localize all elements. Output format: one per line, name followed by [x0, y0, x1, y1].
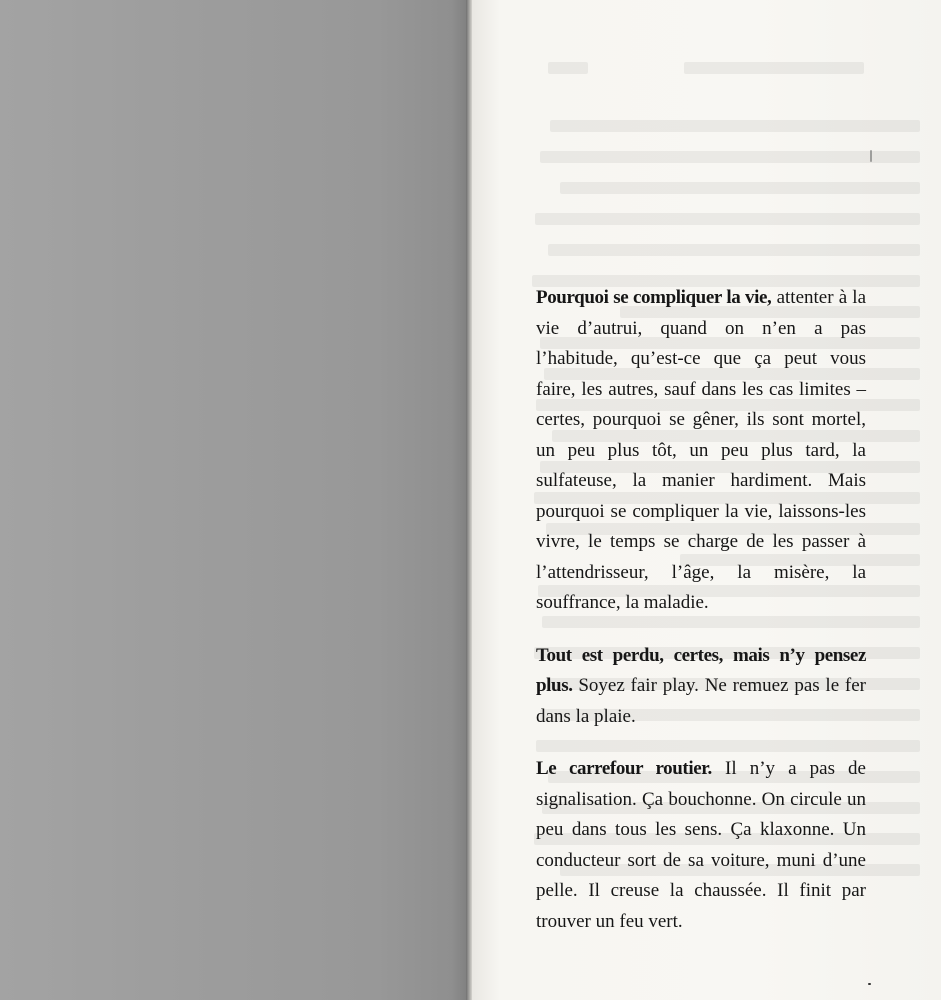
paragraph-carrefour-routier	[536, 754, 866, 937]
paragraph-tout-est-perdu	[536, 641, 866, 733]
paragraph-heading: Le carrefour routier.	[536, 758, 712, 779]
paragraph-body: Il n’y a pas de signalisation. Ça bouchonne. On circule un peu dans tous les sens. Ça klaxonne. Un conducteur sort de sa voiture, muni d’une pelle. Il creuse la chaussée. Il finit par trouver un feu vert.	[536, 758, 866, 932]
paragraph-compliquer-la-vie	[536, 283, 866, 619]
bleed-through-running-head	[534, 52, 864, 78]
left-blank-page	[0, 0, 470, 1000]
paragraph-heading: Pourquoi se compliquer la vie,	[536, 287, 772, 308]
page-text	[536, 283, 866, 959]
paragraph-body: Soyez fair play. Ne remuez pas le fer dans la plaie.	[536, 675, 866, 727]
paper-speck	[868, 983, 871, 985]
paragraph-body: attenter à la vie d’autrui, quand on n’en a pas l’habitude, qu’est-ce que ça peut vous faire, les autres, sauf dans les cas limites – certes, pourquoi se gêner, ils sont mortel, un peu plus tôt, un peu plus tard, la sulfateuse, la manier hardiment. Mais pourquoi se compliquer la vie, laissons-les vivre, le temps se charge de les passer à l’attendrisseur, l’âge, la misère, la souffrance, la maladie.	[536, 287, 866, 613]
paragraph-heading: Tout est perdu, certes, mais n’y pensez plus.	[536, 644, 866, 696]
paper-speck	[870, 150, 872, 162]
right-page	[472, 0, 941, 1000]
